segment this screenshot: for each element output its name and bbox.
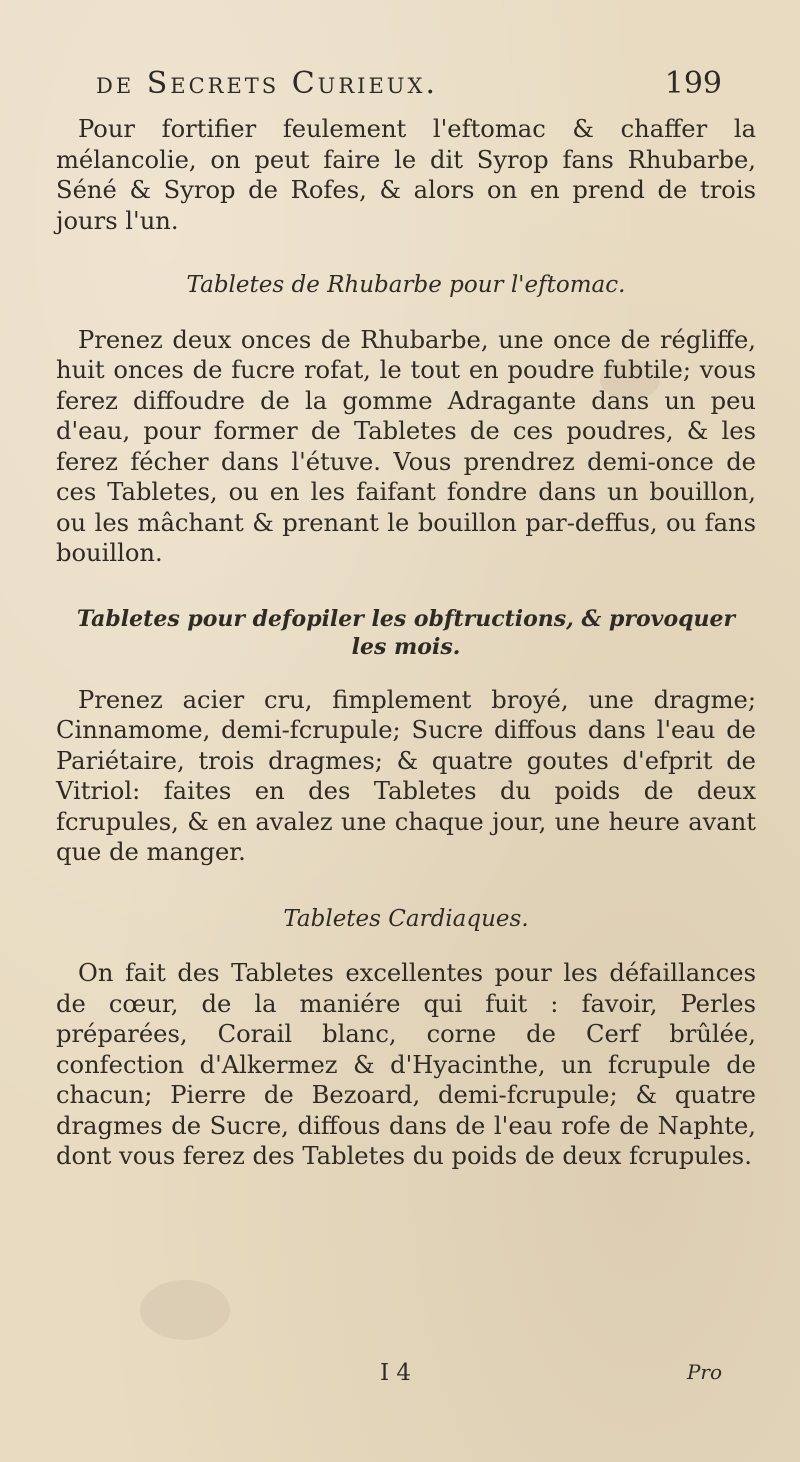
section-title-line: Tabletes pour defopiler les obftructions, & provoquer [76, 605, 736, 632]
paragraph-steel-recipe: Prenez acier cru, fimplement broyé, une dragme; Cinnamome, demi-fcrupule; Sucre diffous dans l'eau de Pariétaire, trois dragmes; & quatre goutes d'efprit de Vitriol: faites en des Tabletes du poids de deux fcrupules, & en avalez une chaque jour, une heure avant que de manger. [56, 685, 756, 866]
section-title-deobstruct-tablets [56, 605, 756, 661]
paragraph-rhubarb-recipe: Prenez deux onces de Rhubarbe, une once de régliffe, huit onces de fucre rofat, le tout en poudre fubtile; vous ferez diffoudre de la gomme Adragante dans un peu d'eau, pour former de Tabletes de ces poudres, & les ferez fécher dans l'étuve. Vous prendrez demi-once de ces Tabletes, ou en les faifant fondre dans un bouillon, ou les mâchant & prenant le bouillon par-deffus, ou fans bouillon. [56, 325, 756, 567]
page-body [56, 114, 756, 1172]
paragraph-stomach-syrup: Pour fortifier feulement l'eftomac & chaffer la mélancolie, on peut faire le dit Syrop fans Rhubarbe, Séné & Syrop de Rofes, & alors on en prend de trois jours l'un. [56, 115, 756, 235]
signature-mark: I 4 [380, 1360, 412, 1386]
catchword: Pro [686, 1360, 722, 1384]
page-number: 199 [664, 66, 722, 101]
section-title-rhubarb-tablets: Tabletes de Rhubarbe pour l'eftomac. [186, 272, 626, 298]
page-header [96, 66, 722, 106]
page-footer [0, 1360, 800, 1390]
running-head: de Secrets Curieux. [96, 66, 438, 101]
section-title-line: les mois. [351, 633, 461, 660]
paper-stain [140, 1280, 230, 1340]
paragraph-cardiac-recipe: On fait des Tabletes excellentes pour les défaillances de cœur, de la maniére qui fuit : favoir, Perles préparées, Corail blanc, corne de Cerf brûlée, confection d'Alkermez & d'Hyacinthe, un fcrupule de chacun; Pierre de Bezoard, demi-fcrupule; & quatre dragmes de Sucre, diffous dans de l'eau rofe de Naphte, dont vous ferez des Tabletes du poids de deux fcrupules. [56, 959, 756, 1170]
section-title-cardiac-tablets: Tabletes Cardiaques. [283, 905, 529, 932]
